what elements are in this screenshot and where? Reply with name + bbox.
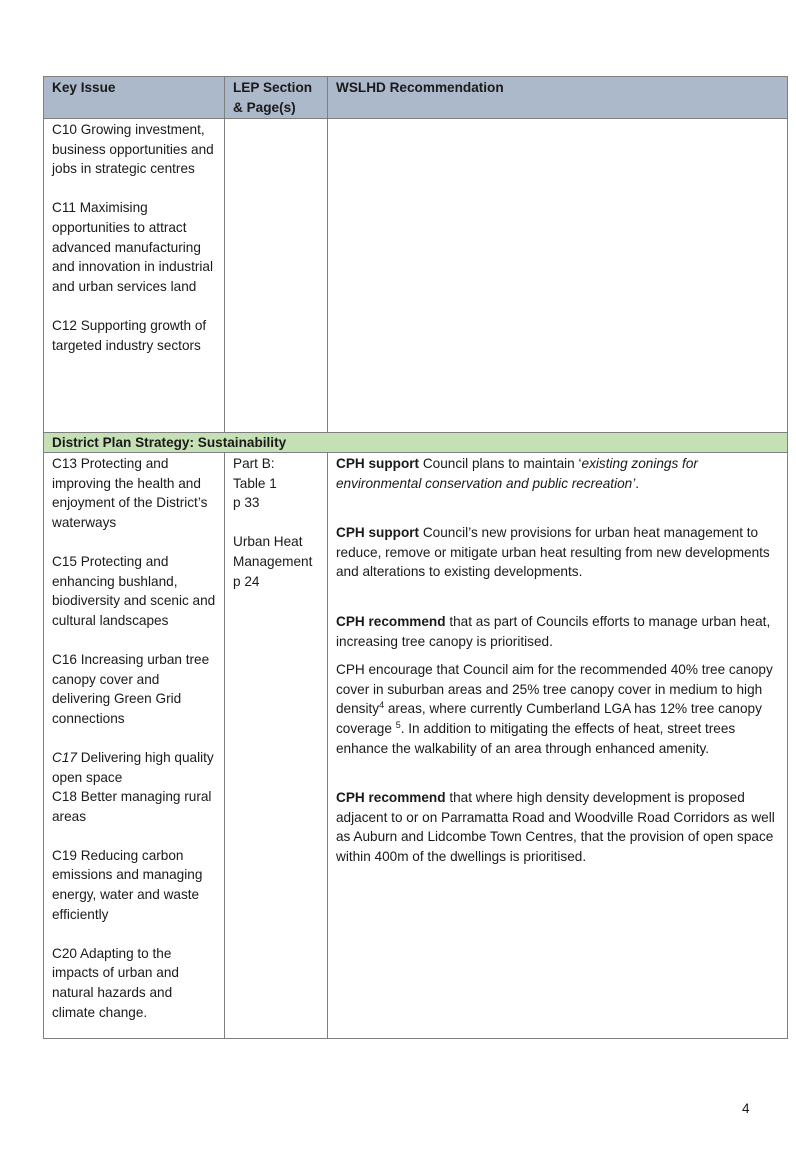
recommendation-text: Council plans to maintain ‘ (419, 456, 582, 471)
recommendations-table (43, 76, 788, 1039)
table-header-row (44, 77, 788, 119)
recommendation-text: . (635, 475, 640, 491)
recommendation-text: . In addition to mitigating the effects of heat, street trees enhance the walkability of an area through enhanced amenity. (336, 720, 736, 756)
header-recommendation: WSLHD Recommendation (328, 77, 788, 119)
key-issue-c20: C20 Adapting to the impacts of urban and natural hazards and climate change. (52, 945, 179, 1020)
recommendation-paragraph (336, 612, 781, 651)
recommendation-lead: CPH support (336, 456, 420, 471)
section-heading-row (44, 433, 788, 453)
recommendation-lead: CPH support (336, 525, 420, 541)
recommendation-cell (328, 453, 788, 1039)
lep-urban-heat: Urban Heat Management (233, 534, 313, 569)
table-row (44, 119, 788, 433)
key-issue-c10: C10 Growing investment, business opportunities and jobs in strategic centres (52, 122, 214, 177)
key-issue-c13: C13 Protecting and improving the health and enjoyment of the District’s waterways (52, 456, 208, 530)
recommendation-cell (328, 119, 788, 433)
header-lep-section: LEP Section & Page(s) (225, 77, 328, 119)
key-issue-c19: C19 Reducing carbon emissions and managing energy, water and waste efficiently (52, 847, 203, 922)
key-issue-c12: C12 Supporting growth of targeted industry sectors (52, 317, 207, 353)
recommendation-paragraph (336, 788, 781, 866)
recommendation-paragraph (336, 523, 781, 582)
key-issue-c15: C15 Protecting and enhancing bushland, biodiversity and scenic and cultural landscapes (52, 553, 216, 628)
footnote-ref: 4 (379, 700, 385, 711)
recommendation-text: Council’s new provisions for urban heat management to reduce, remove or mitigate urban heat resulting from new developments and alterations to existing developments. (336, 525, 770, 580)
key-issue-c16: C16 Increasing urban tree canopy cover and delivering Green Grid connections (52, 651, 210, 726)
lep-page-24: p 24 (233, 573, 260, 589)
recommendation-paragraph (336, 660, 781, 758)
key-issue-cell (44, 453, 225, 1039)
lep-table-1: Table 1 (233, 475, 277, 491)
c17-text: Delivering high quality open space (52, 749, 214, 785)
lep-page-33: p 33 (233, 495, 260, 511)
lep-section-cell (225, 119, 328, 433)
key-issue-cell (44, 119, 225, 433)
c17-code: C17 (52, 749, 77, 765)
recommendation-text: CPH encourage that Council aim for the recommended 40% tree canopy cover in suburban areas and 25% tree canopy cover in medium to high density (336, 662, 773, 717)
key-issue-c18: C18 Better managing rural areas (52, 789, 212, 824)
section-heading: District Plan Strategy: Sustainability (44, 433, 788, 453)
recommendation-text: areas, where currently Cumberland LGA has 12% tree canopy coverage (336, 701, 762, 736)
recommendation-lead: CPH recommend (336, 790, 446, 806)
recommendation-quote: existing zonings for environmental conservation and public recreation’ (336, 456, 698, 491)
lep-part-b: Part B: (233, 456, 275, 471)
recommendation-text: that as part of Councils efforts to manage urban heat, increasing tree canopy is prioritised. (336, 613, 771, 649)
recommendation-text: that where high density development is proposed adjacent to or on Parramatta Road and Woodville Road Corridors as well as Auburn and Lidcombe Town Centres, that the provision of open space within 400m of the dwellings is prioritised. (336, 790, 775, 864)
table-row (44, 453, 788, 1039)
page-number: 4 (742, 1101, 750, 1116)
key-issue-c11: C11 Maximising opportunities to attract advanced manufacturing and innovation in industrial and urban services land (52, 200, 213, 294)
header-key-issue: Key Issue (44, 77, 225, 119)
lep-section-cell (225, 453, 328, 1039)
recommendation-paragraph (336, 454, 781, 493)
recommendation-lead: CPH recommend (336, 613, 446, 629)
key-issue-c17 (52, 748, 218, 787)
footnote-ref: 5 (395, 719, 401, 730)
